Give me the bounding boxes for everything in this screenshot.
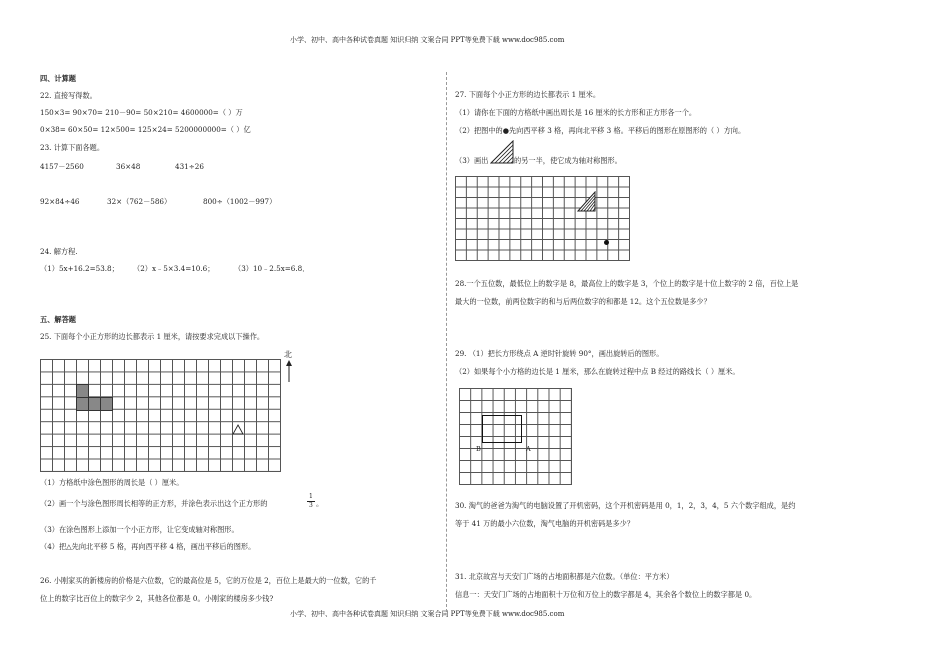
- q25-item-1: （1）方格纸中涂色图形的周长是（ ）厘米。: [40, 478, 184, 487]
- fraction-denominator: 3: [309, 502, 313, 509]
- q29-line1: 29. （1）把长方形绕点 A 逆时针旋转 90°，画出旋转后的图形。: [455, 349, 664, 358]
- q25-grid: [40, 359, 281, 472]
- q23-expr-3: 431÷26: [175, 162, 204, 171]
- q25-prompt: 25. 下面每个小正方形的边长都表示 1 厘米，请按要求完成以下操作。: [40, 332, 265, 341]
- q28-line2: 最大的一位数，前两位数字的和与后两位数字的和都是 12。这个五位数是多少？: [455, 297, 711, 306]
- point-b-label: B: [476, 445, 481, 453]
- q24-eq-2: （2）x﹣5×3.4=10.6；: [133, 264, 215, 273]
- q24-eq-1: （1）5x+16.2=53.8；: [40, 264, 119, 273]
- period-mark: 。: [316, 499, 324, 508]
- q25-item-4: （4）把△先向北平移 5 格，再向西平移 4 格，画出平移后的图形。: [40, 542, 256, 551]
- q31-prompt: 31. 北京故宫与天安门广场的占地面积都是六位数。（单位：平方米）: [455, 572, 674, 581]
- hatched-triangle-icon: [490, 140, 514, 164]
- column-divider: [446, 72, 447, 612]
- q27-item-3a: （3）画出: [455, 156, 489, 165]
- q30-line2: 等于 41 万的最小六位数，淘气电脑的开机密码是多少？: [455, 519, 635, 528]
- q27-item-1: （1）请你在下面的方格纸中画出周长是 16 厘米的长方形和正方形各一个。: [455, 108, 697, 117]
- q27-grid: [455, 176, 630, 261]
- rectangle-shape: [482, 415, 522, 443]
- q24-prompt: 24. 解方程.: [40, 247, 78, 256]
- q23-prompt: 23. 计算下面各题。: [40, 143, 105, 152]
- hatched-triangle-icon: [577, 191, 596, 212]
- q29-line2: （2）如果每个小方格的边长是 1 厘米，那么在旋转过程中点 B 经过的路线长（ ）厘米。: [455, 367, 740, 376]
- q23-expr-4: 92×84÷46: [40, 197, 80, 206]
- q23-expr-1: 4157－2560: [40, 162, 84, 171]
- triangle-icon: [232, 424, 244, 435]
- north-label: 北: [284, 350, 292, 359]
- q22-prompt: 22. 直接写得数。: [40, 91, 97, 100]
- shaded-cell: [100, 397, 113, 411]
- q23-expr-6: 800÷（1002－997）: [203, 197, 277, 206]
- q25-item-2: （2）画一个与涂色图形周长相等的正方形，并涂色表示出这个正方形的: [40, 499, 268, 508]
- q27-item-2: （2）把图中的●先向西平移 3 格，再向北平移 3 格。平移后的图形在原图形的（ ）方向。: [455, 126, 746, 135]
- q26-line1: 26. 小刚家买的新楼房的价格是六位数，它的最高位是 5，它的万位是 2，百位上是最大的一位数，它的千: [40, 576, 377, 585]
- q23-expr-2: 36×48: [116, 162, 141, 171]
- shaded-cell: [76, 384, 89, 398]
- q27-prompt: 27. 下面每个小正方形的边长都表示 1 厘米。: [455, 90, 601, 99]
- section-5-title: 五、解答题: [40, 315, 76, 324]
- north-arrow-icon: [285, 360, 293, 382]
- page-header: 小学、初中、高中各种试卷真题 知识归纳 文案合同 PPT等免费下载 www.doc985.com: [290, 36, 565, 44]
- q25-item-3: （3）在涂色图形上添加一个小正方形，让它变成轴对称图形。: [40, 525, 239, 534]
- fraction-numerator: 1: [309, 493, 313, 500]
- section-4-title: 四、计算题: [40, 74, 76, 83]
- q30-line1: 30. 淘气的爸爸为淘气的电脑设置了开机密码，这个开机密码是用 0，1，2，3，4，5 六个数字组成，是约: [455, 501, 796, 510]
- dot-icon: [604, 240, 609, 245]
- q28-line1: 28.一个五位数，最低位上的数字是 8，最高位上的数字是 3，个位上的数字是十位上数字的 2 倍，百位上是: [455, 279, 799, 288]
- q22-row1: 150×3= 90×70= 210－90= 50×210= 4600000=（ ）万: [40, 108, 243, 117]
- point-a-label: A: [526, 445, 531, 453]
- page-footer: 小学、初中、高中各种试卷真题 知识归纳 文案合同 PPT等免费下载 www.doc985.com: [290, 610, 565, 618]
- q24-eq-3: （3）10﹣2.5x=6.8．: [234, 264, 310, 273]
- q31-info: 信息一：天安门广场的占地面积十万位和万位上的数字都是 4，其余各个数位上的数字都是 0。: [455, 590, 757, 599]
- q27-item-3b: 的另一半，使它成为轴对称图形。: [514, 156, 622, 165]
- q26-line2: 位上的数字比百位上的数字少 2，其他各位都是 0。小刚家的楼房多少钱?: [40, 594, 274, 603]
- q22-row2: 0×38= 60×50= 12×500= 125×24= 5200000000=（ ）亿: [40, 125, 251, 134]
- q23-expr-5: 32×（762－586）: [107, 197, 172, 206]
